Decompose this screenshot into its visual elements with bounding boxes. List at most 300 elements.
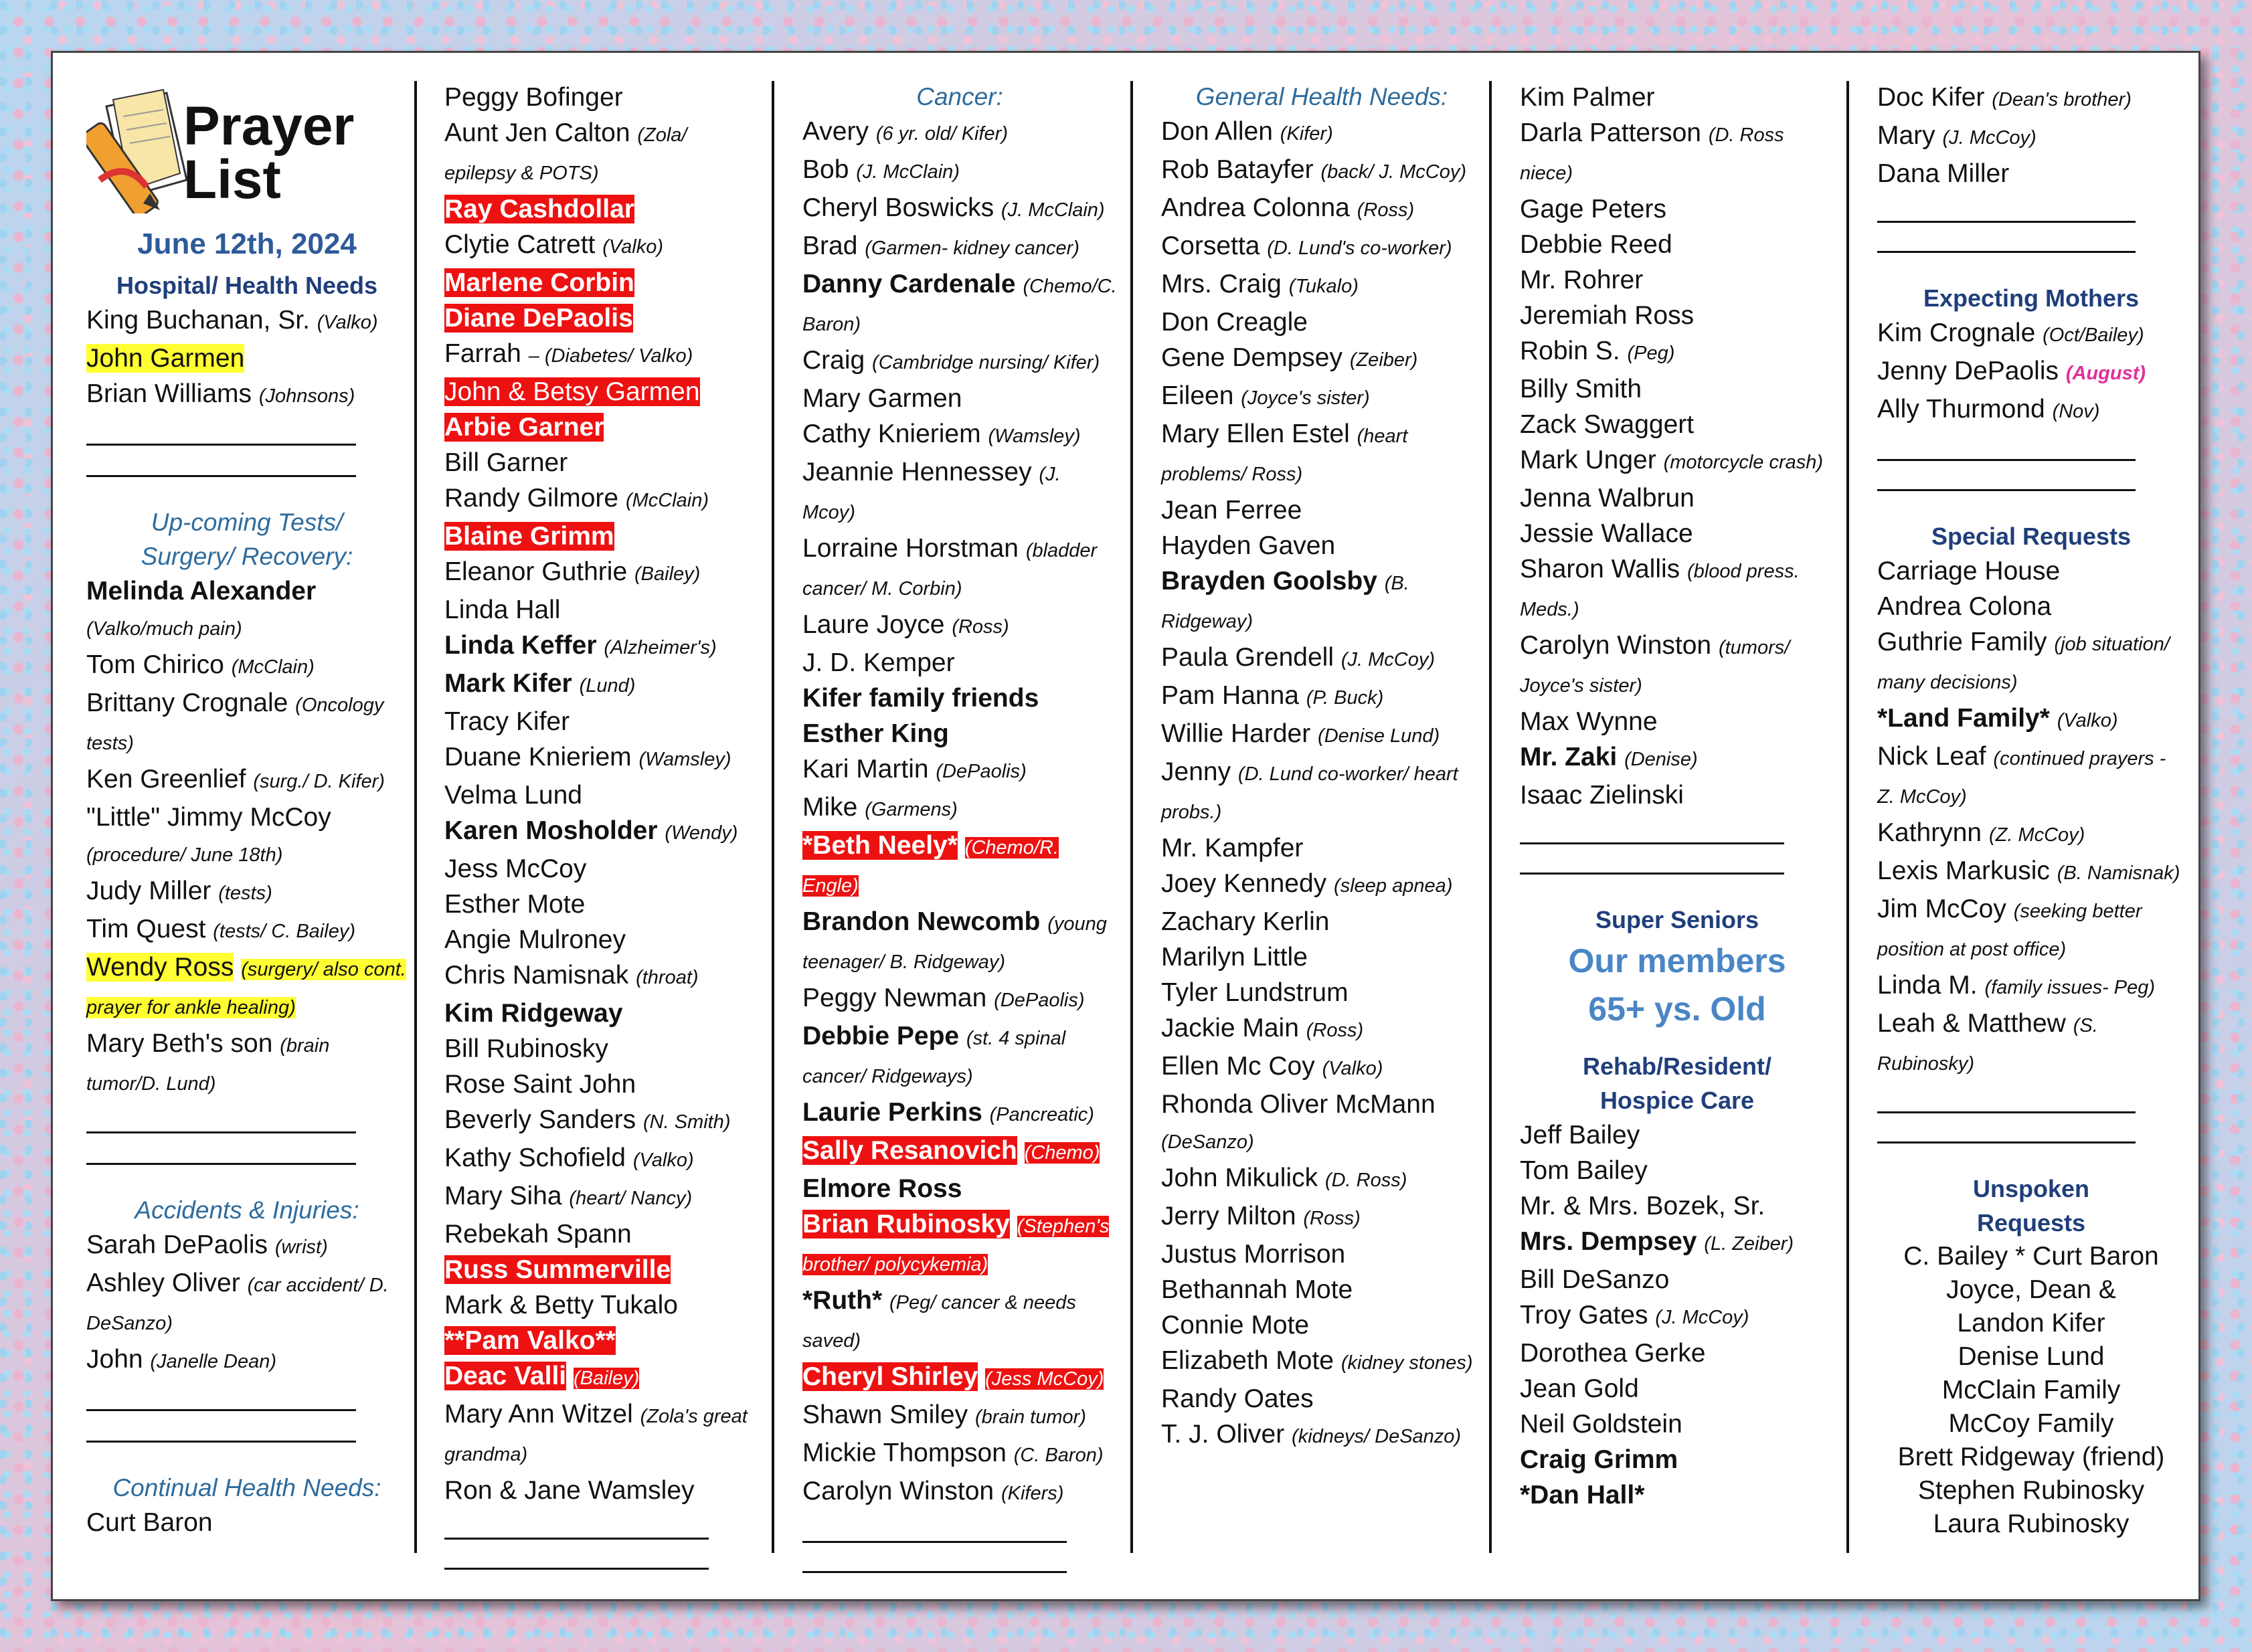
list-item: Brett Ridgeway (friend)	[1897, 1443, 2165, 1471]
entry-name: Paula Grendell	[1161, 643, 1334, 672]
entry-note: (P. Buck)	[1306, 687, 1384, 709]
list-item	[444, 115, 759, 191]
list-item	[802, 1435, 1117, 1473]
entry-name: Mary	[1877, 121, 1935, 150]
list-item: Joyce, Dean &	[1946, 1275, 2116, 1304]
entry-name: Craig	[802, 346, 865, 375]
list-item	[1161, 1160, 1482, 1198]
blank-line	[802, 1541, 1067, 1543]
seniors-header: Super Seniors	[1595, 906, 1759, 933]
column-6	[1877, 80, 2185, 1574]
list-item	[1161, 1307, 1482, 1343]
list-item	[1520, 80, 1834, 115]
entry-note: (Valko)	[602, 236, 664, 258]
entry-name: Lorraine Horstman	[802, 534, 1019, 563]
entry-note: (brain tumor)	[974, 1406, 1086, 1428]
entry-note: (Valko)	[317, 312, 378, 333]
entry-note: (D. Lund's co-worker)	[1267, 238, 1452, 259]
list-item	[802, 904, 1117, 980]
list-item	[802, 680, 1117, 716]
entry-note: (McClain)	[231, 656, 315, 678]
special-list	[1877, 553, 2185, 1082]
list-item	[1161, 716, 1482, 754]
list-item	[1520, 1371, 1834, 1406]
entry-name: Danny Cardenale	[802, 270, 1016, 298]
entry-name: Kari Martin	[802, 755, 929, 784]
list-item	[444, 957, 759, 996]
list-item: Laura Rubinosky	[1933, 1509, 2130, 1538]
entry-note: (car accident/ D. DeSanzo)	[86, 1275, 389, 1334]
entry-name: Craig Grimm	[1520, 1445, 1678, 1474]
list-item	[86, 1227, 408, 1265]
list-item	[86, 873, 408, 911]
list-item	[444, 996, 759, 1031]
blank-line	[444, 1568, 709, 1570]
list-item	[444, 191, 759, 227]
list-item	[1520, 115, 1834, 191]
entry-name: Esther King	[802, 719, 949, 748]
list-item	[802, 1397, 1117, 1435]
list-item	[444, 300, 759, 336]
list-item	[1520, 551, 1834, 628]
rehab-list	[1520, 1117, 1834, 1513]
list-item	[1520, 1477, 1834, 1513]
list-item	[444, 777, 759, 813]
entry-note: (job situation/ many decisions)	[1877, 634, 2170, 693]
list-item: McCoy Family	[1948, 1409, 2114, 1438]
list-item	[1520, 442, 1834, 480]
entry-note: (Wendy)	[665, 822, 738, 844]
list-item	[1877, 118, 2185, 156]
list-item	[802, 416, 1117, 454]
entry-name: Gage Peters	[1520, 195, 1666, 223]
entry-name: Clytie Catrett	[444, 230, 596, 259]
list-item	[444, 336, 759, 374]
list-item	[444, 1178, 759, 1216]
entry-name: Mary Beth's son	[86, 1029, 273, 1058]
list-item	[444, 1102, 759, 1140]
list-item	[1161, 1416, 1482, 1455]
list-item	[1520, 628, 1834, 704]
entry-note: (procedure/ June 18th)	[86, 844, 283, 866]
list-item	[1520, 1336, 1834, 1371]
accidents-list	[86, 1227, 408, 1380]
entry-name: Kathrynn	[1877, 818, 1982, 847]
entry-note: (DePaolis)	[994, 990, 1085, 1011]
entry-name: Don Creagle	[1161, 308, 1308, 337]
entry-name: Tyler Lundstrum	[1161, 978, 1349, 1007]
cancer-list	[802, 114, 1117, 1511]
list-item	[1161, 492, 1482, 528]
column-divider	[1489, 81, 1492, 1553]
entry-name: Mr. Kampfer	[1161, 834, 1304, 862]
list-item	[802, 980, 1117, 1018]
entry-name: Kathy Schofield	[444, 1143, 626, 1172]
entry-name: Brian Williams	[86, 379, 252, 408]
list-item	[86, 949, 408, 1026]
entry-name: *Land Family*	[1877, 704, 2050, 733]
entry-name: Jenny	[1161, 757, 1231, 786]
list-item	[802, 531, 1117, 607]
entry-name: Sarah DePaolis	[86, 1230, 268, 1259]
column-5	[1520, 80, 1834, 1574]
general-list	[1161, 114, 1482, 1455]
entry-note: (Peg)	[1627, 343, 1675, 364]
entry-name: Deac Valli	[444, 1362, 567, 1390]
list-item	[1161, 563, 1482, 640]
rehab-header-line1: Rehab/Resident/	[1582, 1052, 1772, 1080]
entry-note: (family issues- Peg)	[1984, 977, 2156, 998]
entry-name: Troy Gates	[1520, 1301, 1648, 1329]
list-item	[802, 716, 1117, 751]
entry-note: (Tukalo)	[1288, 276, 1359, 297]
entry-name: Hayden Gaven	[1161, 531, 1336, 560]
entry-name: Nick Leaf	[1877, 742, 1986, 771]
entry-note: (J. McClain)	[1001, 199, 1105, 221]
list-item	[802, 1171, 1117, 1206]
list-item	[1520, 480, 1834, 516]
list-item	[802, 1095, 1117, 1133]
entry-name: Dana Miller	[1877, 159, 2010, 188]
entry-name: Cathy Knieriem	[802, 420, 981, 448]
column-1	[86, 80, 408, 1574]
list-item	[802, 152, 1117, 190]
blank-line	[86, 475, 356, 477]
entry-name: Brittany Crognale	[86, 689, 288, 717]
entry-note: (Peg/ cancer & needs saved)	[802, 1292, 1076, 1352]
entry-name: King Buchanan, Sr.	[86, 306, 310, 335]
entry-name: John Garmen	[86, 344, 245, 373]
list-item	[86, 800, 408, 873]
entry-note: (D. Ross niece)	[1520, 124, 1784, 184]
entry-name: Dorothea Gerke	[1520, 1339, 1706, 1368]
blank-line	[444, 1538, 709, 1540]
list-item	[802, 645, 1117, 680]
entry-note: (Nov)	[2052, 401, 2100, 422]
blank-line	[1877, 459, 2136, 461]
entry-name: Eileen	[1161, 381, 1234, 410]
list-item	[1877, 891, 2185, 968]
entry-name: Velma Lund	[444, 781, 582, 810]
list-item	[1520, 1117, 1834, 1153]
entry-name: Eleanor Guthrie	[444, 557, 628, 586]
entry-name: Carolyn Winston	[1520, 631, 1712, 660]
entry-note: (Janelle Dean)	[150, 1351, 277, 1372]
entry-name: Shawn Smiley	[802, 1400, 968, 1429]
entry-name: Randy Oates	[1161, 1384, 1314, 1413]
list-item	[444, 265, 759, 300]
entry-name: Linda M.	[1877, 971, 1978, 1000]
list-item	[444, 480, 759, 519]
blank-line	[86, 1131, 356, 1133]
list-item	[1161, 1048, 1482, 1087]
list-item	[1161, 904, 1482, 939]
list-item	[1877, 80, 2185, 118]
list-item	[1877, 589, 2185, 624]
entry-name: Peggy Newman	[802, 984, 987, 1012]
list-item	[444, 1252, 759, 1287]
list-item	[1520, 407, 1834, 442]
entry-name: Brayden Goolsby	[1161, 567, 1377, 595]
list-item	[802, 1473, 1117, 1511]
entry-note: (Oct/Bailey)	[2043, 325, 2144, 346]
list-item	[444, 592, 759, 628]
list-item	[444, 1358, 759, 1396]
entry-name: Duane Knieriem	[444, 743, 632, 771]
entry-note: (Wamsley)	[638, 749, 731, 770]
list-item	[802, 114, 1117, 152]
list-item	[1520, 1262, 1834, 1297]
entry-note: (Jess McCoy)	[985, 1368, 1104, 1390]
entry-name: Guthrie Family	[1877, 628, 2047, 656]
entry-note: (Kifers)	[1001, 1483, 1064, 1504]
entry-note: (Valko/much pain)	[86, 618, 242, 640]
entry-name: Cheryl Boswicks	[802, 193, 994, 222]
entry-name: Bob	[802, 155, 849, 184]
list-item	[86, 1505, 408, 1540]
entry-note: (N. Smith)	[642, 1111, 731, 1133]
entry-note: (J. McCoy)	[1655, 1307, 1749, 1328]
list-item	[444, 704, 759, 739]
entry-name: J. D. Kemper	[802, 648, 955, 677]
list-item	[1161, 266, 1482, 304]
blank-line	[1877, 1141, 2136, 1143]
entry-name: Curt Baron	[86, 1508, 213, 1537]
unspoken-header-line1: Unspoken	[1972, 1175, 2090, 1202]
list-item	[1161, 340, 1482, 378]
list-item	[1877, 353, 2185, 391]
entry-note: (kidneys/ DeSanzo)	[1292, 1426, 1462, 1447]
list-item	[1520, 371, 1834, 407]
entry-note: (Johnsons)	[258, 385, 355, 407]
entry-note: (Bailey)	[634, 563, 701, 585]
blank-line	[86, 1441, 356, 1443]
list-item	[86, 685, 408, 761]
entry-note: (Zola/ epilepsy & POTS)	[444, 124, 687, 184]
list-item	[1877, 815, 2185, 853]
list-item	[1161, 304, 1482, 340]
entry-name: Kifer family friends	[802, 684, 1039, 713]
list-item	[444, 227, 759, 265]
list-item	[444, 80, 759, 115]
entry-name: Jean Gold	[1520, 1374, 1639, 1403]
entry-note: (kidney stones)	[1340, 1352, 1473, 1374]
list-item	[1161, 1087, 1482, 1160]
list-item	[802, 1018, 1117, 1095]
entry-name: Andrea Colona	[1877, 592, 2052, 621]
entry-note: (continued prayers - Z. McCoy)	[1877, 748, 2166, 808]
entry-note: (Zeiber)	[1349, 349, 1418, 371]
entry-name: Tracy Kifer	[444, 707, 570, 736]
entry-note: (Joyce's sister)	[1241, 387, 1370, 409]
entry-name: Lexis Markusic	[1877, 856, 2050, 885]
column-4	[1161, 80, 1482, 1574]
list-item	[1161, 640, 1482, 678]
seniors-line1: Our members	[1568, 942, 1786, 980]
blank-line	[1877, 251, 2136, 253]
general-header: General Health Needs:	[1195, 83, 1448, 110]
entry-note: (Lund)	[579, 675, 636, 697]
entry-name: Wendy Ross	[86, 953, 234, 982]
names-list-2	[444, 80, 759, 1508]
list-item	[1161, 1381, 1482, 1416]
list-item	[1877, 1006, 2185, 1082]
entry-note: (L. Zeiber)	[1704, 1233, 1794, 1255]
entry-name: Rose Saint John	[444, 1070, 636, 1099]
list-item	[1520, 704, 1834, 739]
entry-name: Bethannah Mote	[1161, 1275, 1353, 1304]
entry-name: Tim Quest	[86, 915, 206, 943]
entry-name: Arbie Garner	[444, 413, 604, 442]
list-item	[1161, 754, 1482, 830]
list-item	[1520, 739, 1834, 777]
entry-name: Mary Garmen	[802, 384, 962, 413]
blank-line	[86, 444, 356, 446]
unspoken-list	[1877, 1240, 2185, 1541]
entry-name: Ron & Jane Wamsley	[444, 1476, 695, 1505]
blank-line	[1520, 873, 1784, 875]
entry-note: (J. McCoy)	[1942, 127, 2037, 149]
blank-line	[86, 1409, 356, 1411]
entry-name: Rebekah Spann	[444, 1220, 632, 1249]
entry-name: Mark Kifer	[444, 669, 572, 698]
entry-note: (st. 4 spinal cancer/ Ridgeways)	[802, 1028, 1066, 1087]
entry-note: (Oncology tests)	[86, 695, 384, 754]
entry-name: Karen Mosholder	[444, 816, 658, 845]
list-item	[1520, 191, 1834, 227]
blank-line	[1877, 1111, 2136, 1113]
expecting-list	[1877, 315, 2185, 430]
entry-note: (heart/ Nancy)	[569, 1188, 693, 1209]
entry-name: Andrea Colonna	[1161, 193, 1350, 222]
entry-name: Randy Gilmore	[444, 484, 619, 513]
list-item	[802, 381, 1117, 416]
list-item	[444, 1473, 759, 1508]
entry-name: Linda Keffer	[444, 631, 597, 660]
list-item	[1161, 866, 1482, 904]
list-item	[444, 1323, 759, 1358]
list-item	[802, 1133, 1117, 1171]
list-item	[86, 911, 408, 949]
list-item	[1520, 1188, 1834, 1224]
special-header: Special Requests	[1931, 523, 2132, 550]
list-item	[1161, 416, 1482, 492]
entry-name: Carriage House	[1877, 557, 2061, 585]
entry-name: Avery	[802, 117, 869, 146]
entry-name: Brad	[802, 232, 858, 260]
entry-name: Mrs. Craig	[1161, 270, 1282, 298]
list-item: Landon Kifer	[1957, 1309, 2105, 1338]
entry-name: Sharon Wallis	[1520, 555, 1680, 583]
entry-note: (DeSanzo)	[1161, 1131, 1254, 1153]
list-item	[802, 751, 1117, 790]
entry-note: (heart problems/ Ross)	[1161, 426, 1408, 485]
entry-note: (tests)	[218, 883, 272, 904]
entry-note: (Kifer)	[1280, 123, 1333, 145]
list-item	[1877, 853, 2185, 891]
column-divider	[1846, 81, 1849, 1553]
entry-name: Mickie Thompson	[802, 1439, 1007, 1467]
entry-name: Melinda Alexander	[86, 577, 317, 606]
entry-name: Jessie Wallace	[1520, 519, 1693, 548]
entry-name: Brian Rubinosky	[802, 1210, 1010, 1238]
tests-list	[86, 573, 408, 1102]
list-item	[86, 341, 408, 376]
entry-name: Jim McCoy	[1877, 895, 2006, 923]
entry-name: Brandon Newcomb	[802, 907, 1041, 936]
entry-name: Mark & Betty Tukalo	[444, 1291, 678, 1319]
entry-name: Linda Hall	[444, 595, 561, 624]
names-list-5	[1520, 80, 1834, 813]
list-item	[1877, 553, 2185, 589]
entry-name: Mark Unger	[1520, 446, 1656, 474]
entry-name: Jenna Walbrun	[1520, 484, 1695, 513]
entry-note: (Ross)	[952, 616, 1009, 638]
list-item	[444, 813, 759, 851]
list-item: Stephen Rubinosky	[1917, 1476, 2145, 1505]
list-item	[1161, 228, 1482, 266]
list-item	[86, 1026, 408, 1102]
entry-name: Mr. Rohrer	[1520, 266, 1644, 294]
blank-line	[86, 1163, 356, 1165]
entry-name: Tom Chirico	[86, 650, 224, 679]
blank-line	[1877, 489, 2136, 491]
entry-name: Elmore Ross	[802, 1174, 962, 1203]
entry-note: (August)	[2065, 363, 2146, 384]
list-item	[802, 1283, 1117, 1359]
entry-name: Russ Summerville	[444, 1255, 671, 1284]
entry-name: Peggy Bofinger	[444, 83, 623, 112]
list-item	[86, 1342, 408, 1380]
entry-name: Gene Dempsey	[1161, 343, 1342, 372]
entry-note: (Denise Lund)	[1318, 725, 1440, 747]
entry-name: Leah & Matthew	[1877, 1009, 2066, 1038]
list-item	[1520, 777, 1834, 813]
entry-note: (Pancreatic)	[989, 1104, 1094, 1125]
list-item	[1520, 516, 1834, 551]
entry-note: (J. McCoy)	[1340, 649, 1436, 670]
tests-header	[86, 505, 408, 573]
entry-name: Connie Mote	[1161, 1311, 1310, 1340]
names-list-6	[1877, 80, 2185, 191]
entry-note: (B. Ridgeway)	[1161, 573, 1409, 632]
list-item	[1161, 1236, 1482, 1272]
list-item	[1877, 156, 2185, 191]
entry-name: Mary Ellen Estel	[1161, 420, 1350, 448]
list-item	[1520, 1442, 1834, 1477]
entry-note: (Valko)	[632, 1150, 694, 1171]
entry-name: Debbie Reed	[1520, 230, 1672, 259]
entry-note: (Garmens)	[865, 799, 958, 820]
entry-name: Carolyn Winston	[802, 1477, 994, 1505]
list-item	[1877, 968, 2185, 1006]
entry-note: (McClain)	[625, 490, 709, 511]
list-item	[444, 1287, 759, 1323]
unspoken-header-line2: Requests	[1976, 1209, 2086, 1236]
entry-name: Ken Greenlief	[86, 765, 246, 794]
accidents-header: Accidents & Injuries:	[135, 1196, 359, 1224]
list-item	[802, 190, 1117, 228]
list-item	[1877, 624, 2185, 701]
list-item	[444, 1396, 759, 1473]
list-item	[444, 628, 759, 666]
entry-name: Marlene Corbin	[444, 268, 634, 297]
entry-name: Rhonda Oliver McMann	[1161, 1090, 1436, 1119]
list-item	[1877, 739, 2185, 815]
entry-name: Ray Cashdollar	[444, 195, 634, 223]
entry-note: (blood press. Meds.)	[1520, 561, 1800, 620]
blank-line	[802, 1571, 1067, 1573]
